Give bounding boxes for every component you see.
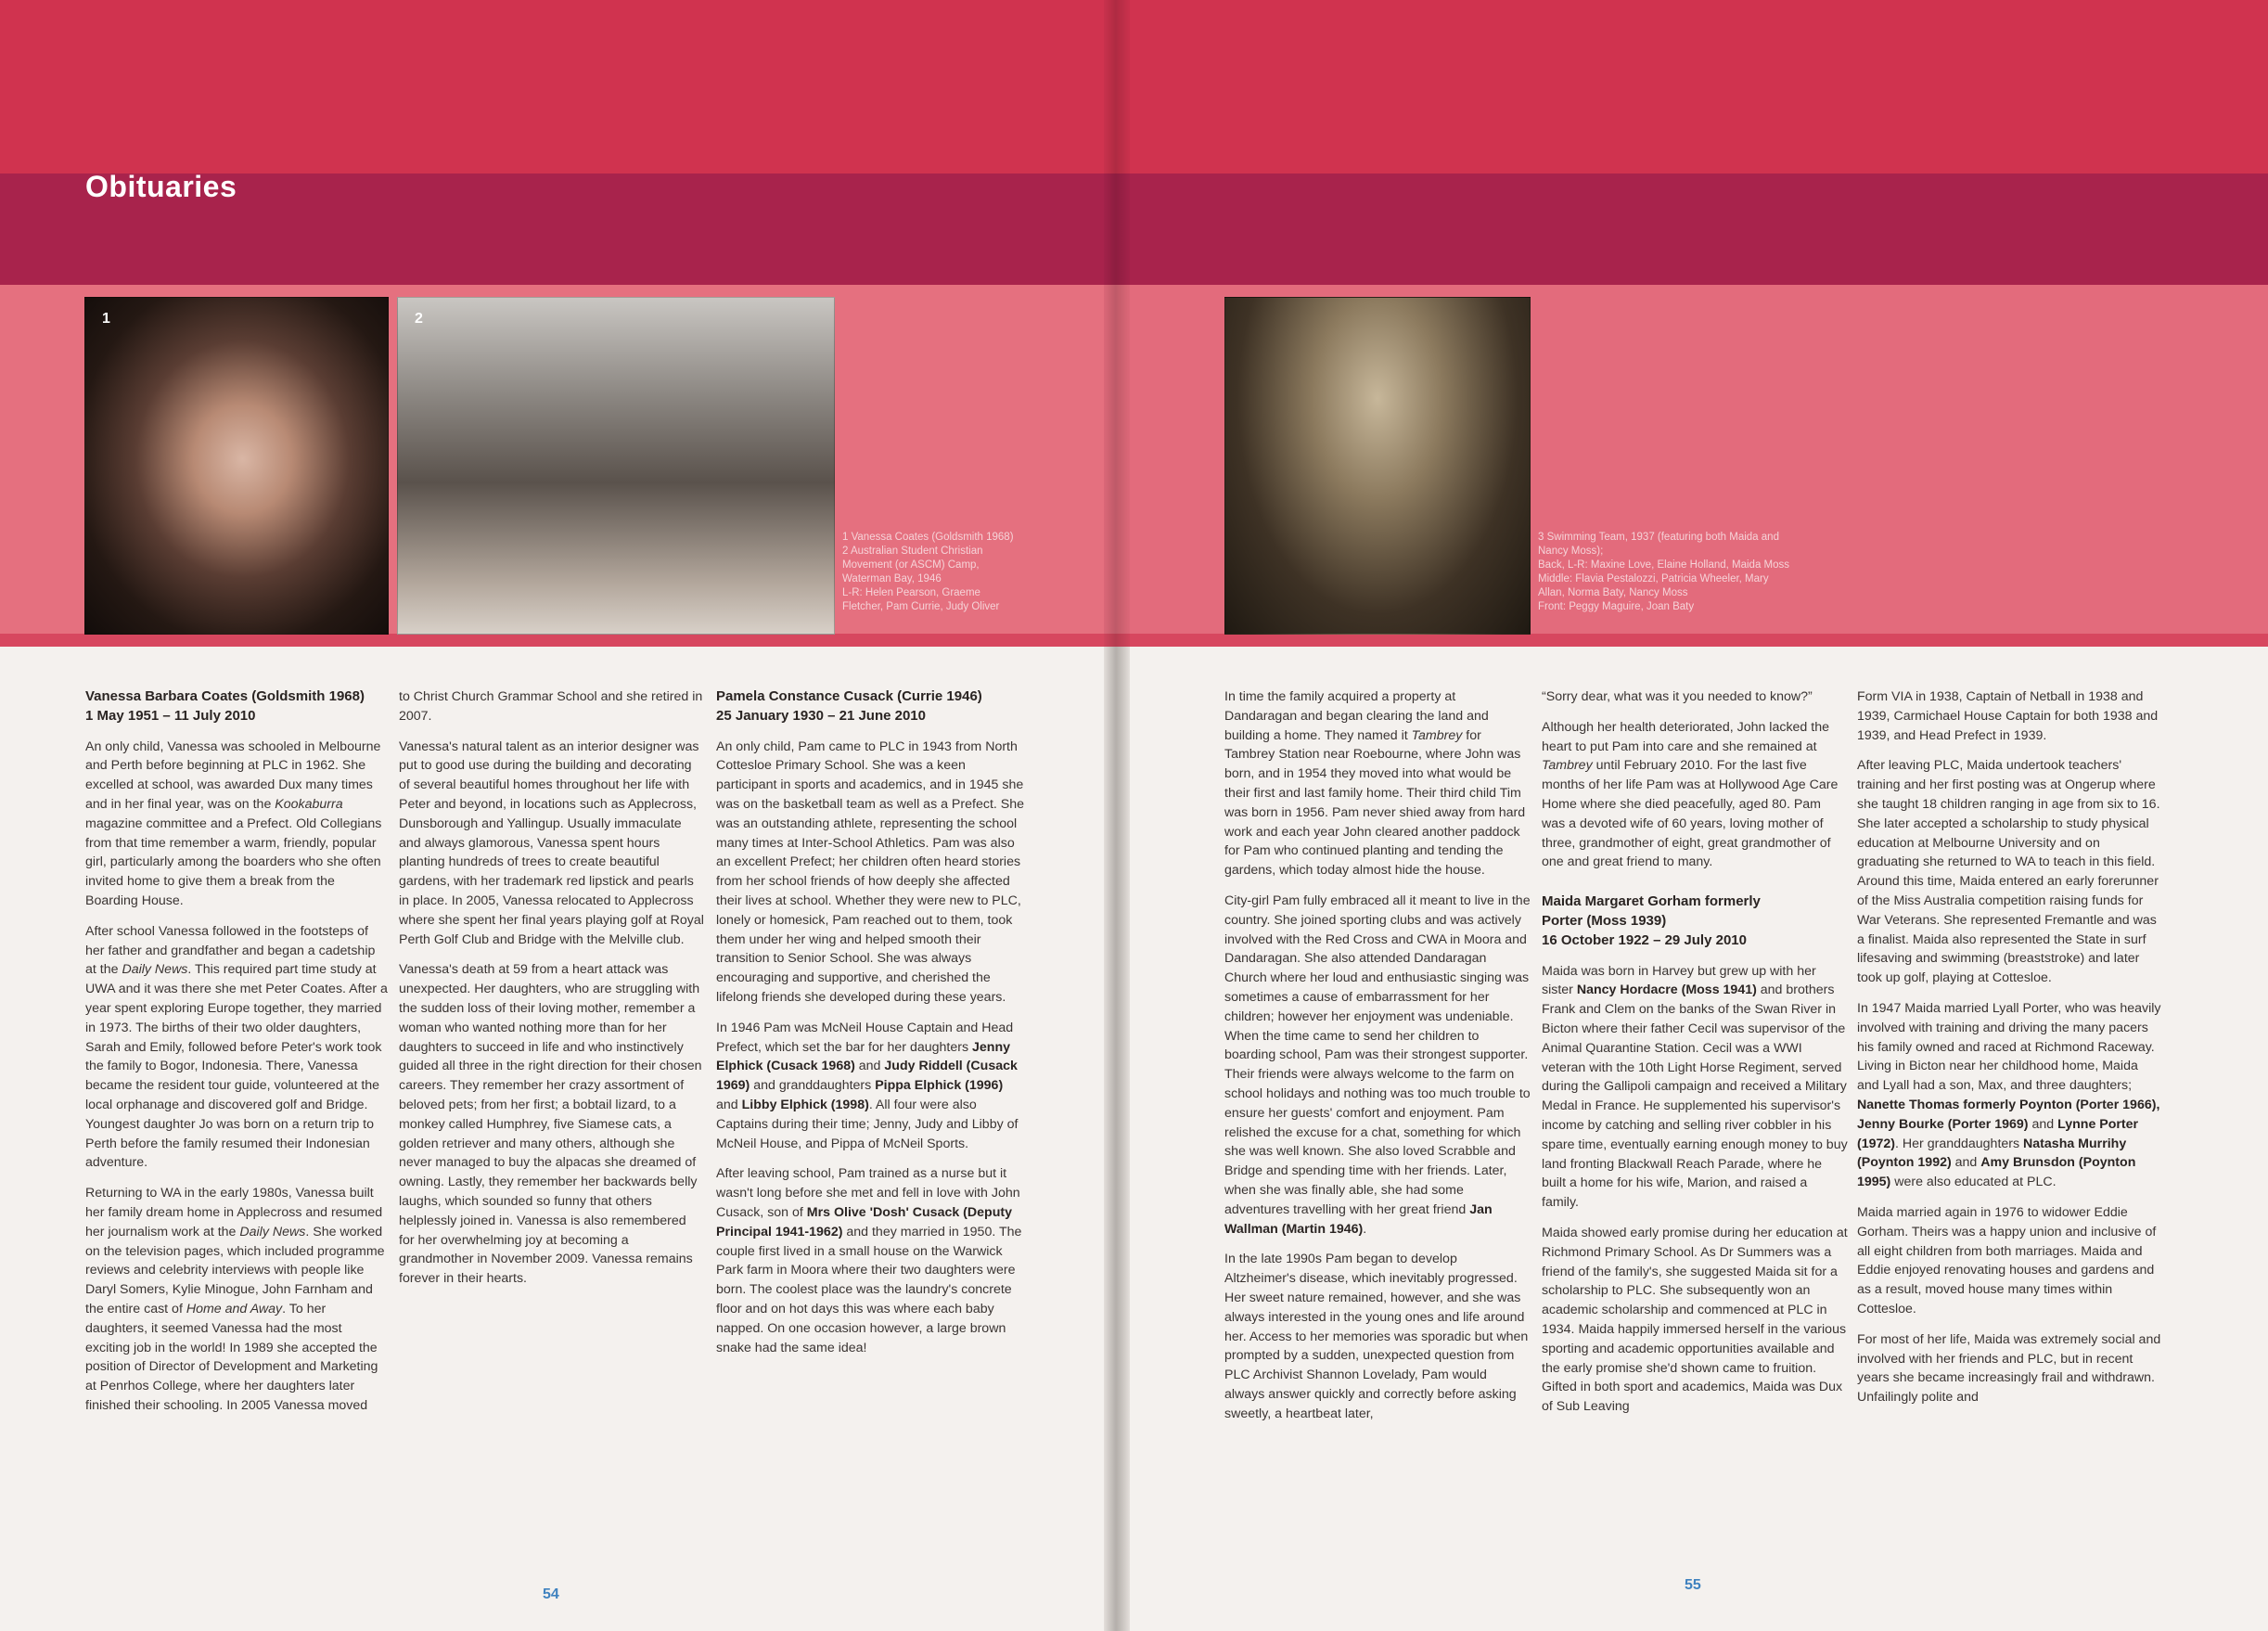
text-column-4: [1224, 687, 1531, 1434]
bold-name: Jan Wallman (Martin 1946): [1224, 1201, 1493, 1237]
photo-ascm-camp: [397, 297, 835, 635]
photo-band-edge: [0, 634, 2268, 647]
caption-line: Fletcher, Pam Currie, Judy Oliver: [842, 601, 1000, 612]
obituary-name: Pamela Constance Cusack (Currie 1946): [716, 688, 982, 704]
text-run: and: [854, 1059, 885, 1074]
paragraph: [716, 1019, 1024, 1154]
text-run: . To her daughters, it seemed Vanessa had the most exciting job in the world! In 1989 she accepted the position of Director of Development and Marketing at Penrhos College, where her daughters later finished their schooling. In 2005 Vanessa moved: [85, 1301, 378, 1413]
header-band-title: [0, 173, 2268, 285]
paragraph: Vanessa's natural talent as an interior designer was put to good use during the building and decorating of several beautiful homes throughout her life with Peter and beyond, in locations such as Applecross, Dunsborough and Yallingup. Usually immaculate and always glamorous, Vanessa spent hours planting hundreds of trees to create beautiful gardens, with her trademark red lipstick and pearls in place. In 2005, Vanessa relocated to Applecross where she spent her final years playing golf at Royal Perth Golf Club and Bridge with the Melville club.: [399, 738, 704, 947]
photo-vanessa-portrait: [84, 297, 389, 635]
paragraph: [1224, 687, 1531, 880]
bold-name: Amy Brunsdon (Poynton 1995): [1857, 1155, 2136, 1190]
text-run: were also educated at PLC.: [1890, 1175, 2057, 1190]
text-run: Returning to WA in the early 1980s, Vanessa built her family dream home in Applecross and resumed her journalism work at the: [85, 1186, 383, 1239]
text-run: and: [1951, 1155, 1981, 1171]
paragraph: In the late 1990s Pam began to develop Altzheimer's disease, which inevitably progressed. Her sweet nature remained, however, and she was always interested in the young ones and life around her. Access to her memories was sporadic but when prompted by a sudden, unexpected question from PLC Archivist Shannon Lovelady, Pam would always answer quickly and correctly before asking sweetly, a heartbeat later,: [1224, 1252, 1529, 1421]
page-number-right: 55: [1685, 1577, 1701, 1593]
bold-name: Libby Elphick (1998): [741, 1097, 869, 1112]
caption-line: 1 Vanessa Coates (Goldsmith 1968): [842, 532, 1014, 543]
text-run: and granddaughters: [750, 1078, 876, 1094]
italic-title: Daily News: [122, 962, 188, 978]
paragraph: [716, 1164, 1024, 1357]
text-run: .: [1363, 1221, 1367, 1237]
text-run: In 1946 Pam was McNeil House Captain and Head Prefect, which set the bar for her daughters: [716, 1020, 1014, 1055]
paragraph: [85, 922, 390, 1173]
obituary-dates: 16 October 1922 – 29 July 2010: [1542, 931, 1747, 948]
obituary-heading: [1542, 893, 1848, 950]
text-run: In time the family acquired a property at Dandaragan and began clearing the land and building a home. They named it: [1224, 689, 1489, 743]
paragraph: “Sorry dear, what was it you needed to know?”: [1542, 689, 1813, 704]
paragraph: After leaving PLC, Maida undertook teachers' training and her first posting was at Ongerup where she taught 18 children ranging in age from six to 16. She later accepted a scholarship to study physical education at Melbourne University and on graduating she returned to WA to teach in this field. Around this time, Maida entered an early forerunner of the Miss Australia competition raising funds for War Veterans. She represented Fremantle and was a finalist. Maida also represented the State in surf lifesaving and swimming (breaststroke) and later took up golf, playing at Cottesloe.: [1857, 758, 2160, 986]
bold-name: Nanette Thomas formerly Poynton (Porter 1966), Jenny Bourke (Porter 1969): [1857, 1097, 2160, 1132]
text-run: After leaving school, Pam trained as a nurse but it wasn't long before she met and fell in love with John Cusack, son of: [716, 1166, 1020, 1220]
photo-number: 1: [102, 311, 110, 327]
obituary-dates: 1 May 1951 – 11 July 2010: [85, 707, 256, 724]
paragraph: [1224, 892, 1531, 1239]
text-run: City-girl Pam fully embraced all it meant to live in the country. She joined sporting clubs and was actively involved with the Red Cross and CWA in Moora and Dandaragan. She also attended Dandaragan Church where her loud and enthusiastic singing was sometimes a cause of embarrassment for her children; however her enjoyment was undeniable. When the time came to send her children to boarding school, Pam was their strongest supporter. Their friends were always welcome to the farm on school holidays and nothing was too much trouble to ensure her guests' comfort and enjoyment. Pam relished the excuse for a chat, something for which she was well known. She also loved Scrabble and Bridge and spending time with her friends. Later, when she was finally able, she had some adventures travelling with her great friend: [1224, 893, 1531, 1217]
obituary-heading: [85, 687, 390, 726]
text-run: and: [2028, 1116, 2058, 1132]
caption-line: Nancy Moss);: [1538, 546, 1604, 557]
text-column-1: [85, 687, 390, 1427]
bold-name: Judy Riddell (Cusack 1969): [716, 1059, 1018, 1094]
bold-name: Natasha Murrihy (Poynton 1992): [1857, 1136, 2127, 1171]
paragraph: to Christ Church Grammar School and she retired in 2007.: [399, 689, 703, 724]
paragraph: [85, 738, 390, 911]
caption-line: Waterman Bay, 1946: [842, 573, 942, 584]
text-run: . Her granddaughters: [1895, 1136, 2024, 1151]
text-column-5: [1542, 687, 1848, 1428]
section-title: Obituaries: [85, 170, 237, 203]
italic-title: Tambrey: [1542, 758, 1593, 774]
text-column-2: [399, 687, 705, 1300]
paragraph: An only child, Pam came to PLC in 1943 from North Cottesloe Primary School. She was a keen participant in sports and academics, and in 1945 she was on the basketball team as well as a Prefect. She was an outstanding athlete, representing the school many times at Inter-School Athletics. Pam was also an excellent Prefect; her children often heard stories from her school friends of how deeply she affected their lives at school. Whether they were new to PLC, lonely or homesick, Pam reached out to them, took them under her wing and helped smooth their transition to Senior School. She was always encouraging and supportive, and cherished the lifelong friends she developed during these years.: [716, 738, 1025, 1005]
caption-line: 2 Australian Student Christian: [842, 546, 983, 557]
text-run: After school Vanessa followed in the footsteps of her father and grandfather and began a cadetship at the: [85, 923, 376, 978]
photo-swimming-team: [1224, 297, 1531, 635]
header-band-top: [0, 0, 2268, 173]
text-run: In 1947 Maida married Lyall Porter, who was heavily involved with training and driving the many pacers his family owned and raced at Richmond Raceway. Living in Bicton near her childhood home, Maida and Lyall had a son, Max, and three daughters;: [1857, 1000, 2161, 1094]
italic-title: Daily News: [239, 1224, 306, 1239]
bold-name: Nancy Hordacre (Moss 1941): [1576, 982, 1757, 998]
obituary-name: Vanessa Barbara Coates (Goldsmith 1968): [85, 688, 365, 704]
paragraph: Maida showed early promise during her education at Richmond Primary School. As Dr Summers was a friend of the family's, she suggested Maida sit for a scholarship to PLC. She subsequently won an academic scholarship and commenced at PLC in 1934. Maida happily immersed herself in the various sporting and academic opportunities available and the early promise she'd shown came to fruition. Gifted in both sport and academics, Maida was Dux of Sub Leaving: [1542, 1225, 1848, 1415]
paragraph: Form VIA in 1938, Captain of Netball in 1938 and 1939, Carmichael House Captain for both 1938 and 1939, and Head Prefect in 1939.: [1857, 689, 2159, 743]
text-run: and: [716, 1097, 742, 1112]
obituary-name: Porter (Moss 1939): [1542, 912, 1667, 929]
paragraph: [1542, 718, 1848, 872]
text-run: An only child, Vanessa was schooled in Melbourne and Perth before beginning at PLC in 1962. She excelled at school, was awarded Dux many times and in her final year, was on the: [85, 738, 381, 812]
caption-line: Back, L-R: Maxine Love, Elaine Holland, Maida Moss: [1538, 559, 1790, 571]
text-run: magazine committee and a Prefect. Old Collegians from that time remember a warm, friendly, popular girl, particularly among the boarders who she often invited home to give them a break from the Boarding House.: [85, 816, 382, 908]
text-run: . This required part time study at UWA and it was there she met Peter Coates. After a year spent exploring Europe together, they married in 1973. The births of their two older daughters, Sarah and Emily, followed before Peter's work took the family to Bogor, Indonesia. There, Vanessa became the resident tour guide, volunteered at the local orphanage and discovered golf and Bridge. Youngest daughter Jo was born on a return trip to Perth before the family resumed their Indonesian adventure.: [85, 962, 388, 1171]
text-run: until February 2010. For the last five months of her life Pam was at Hollywood Age Care Home where she died peacefully, aged 80. Pam was a devoted wife of 60 years, loving mother of three, grandmother of eight, great grandmother of one and great friend to many.: [1542, 758, 1839, 870]
text-column-3: [716, 687, 1024, 1368]
italic-title: Home and Away: [186, 1301, 283, 1316]
italic-title: Tambrey: [1411, 727, 1463, 743]
text-run: . All four were also Captains during their time; Jenny, Judy and Libby of McNeil House, and Pippa of McNeil Sports.: [716, 1097, 1019, 1151]
paragraph: For most of her life, Maida was extremely social and involved with her friends and PLC, but in recent years she became increasingly frail and withdrawn. Unfailingly polite and: [1857, 1331, 2161, 1406]
caption-line: Front: Peggy Maguire, Joan Baty: [1538, 601, 1695, 612]
bold-name: Pippa Elphick (1996): [875, 1078, 1004, 1094]
caption-line: 3 Swimming Team, 1937 (featuring both Maida and: [1538, 532, 1779, 543]
paragraph: [1857, 999, 2163, 1192]
obituary-heading: [716, 687, 1024, 726]
caption-line: Movement (or ASCM) Camp,: [842, 559, 980, 571]
text-run: . She worked on the television pages, which included programme reviews and celebrity interviews with people like Daryl Somers, Kylie Minogue, John Farnham and the entire cast of: [85, 1224, 385, 1316]
text-run: Maida was born in Harvey but grew up with her sister: [1542, 963, 1816, 998]
text-run: for Tambrey Station near Roebourne, where John was born, and in 1954 they moved into what would be their first and last family home. Their third child Tim was born in 1956. Pam never shied away from hard work and each year John cleared another paddock for Pam who continued planting and tending the gardens, which today almost hide the house.: [1224, 727, 1526, 879]
photo-number: 2: [415, 311, 423, 327]
italic-title: Kookaburra: [275, 796, 343, 812]
page-number-left: 54: [543, 1586, 559, 1602]
text-column-6: [1857, 687, 2163, 1419]
text-run: and brothers Frank and Clem on the banks of the Swan River in Bicton where their father Cecil was supervisor of the Animal Quarantine Station. Cecil was a WWI veteran with the 10th Light Horse Regiment, served during the Gallipoli campaign and received a Military Medal in France. He supplemented his supervisor's income by catching and selling river cobbler in his spare time, eventually earning enough money to buy land fronting Blackwall Reach Parade, where he built a home for his wife, Marion, and raised a family.: [1542, 982, 1848, 1211]
paragraph: Maida married again in 1976 to widower Eddie Gorham. Theirs was a happy union and inclusive of all eight children from both marriages. Maida and Eddie enjoyed renovating houses and gardens and as a result, moved house many times within Cottesloe.: [1857, 1204, 2157, 1316]
paragraph: Vanessa's death at 59 from a heart attack was unexpected. Her daughters, who are struggling with the sudden loss of their loving mother, remember a woman who wanted nothing more than for her daughters to succeed in life and who instinctively guided all three in the right direction for their chosen careers. They remember her crazy assortment of beloved pets; from her first; a bobtail lizard, to a monkey called Humphrey, five Siamese cats, a golden retriever and many others, although she never managed to buy the alpacas she dreamed of owning. Lastly, they remember her backwards belly laughs, which sounded so funny that others helplessly joined in. Vanessa is also remembered for her overwhelming joy at becoming a grandmother in November 2009. Vanessa remains forever in their hearts.: [399, 962, 702, 1287]
obituary-dates: 25 January 1930 – 21 June 2010: [716, 707, 926, 724]
caption-line: Middle: Flavia Pestalozzi, Patricia Wheeler, Mary: [1538, 573, 1769, 584]
photo-caption-right: [1538, 531, 1872, 614]
paragraph: [85, 1184, 390, 1416]
photo-caption-left: [842, 531, 1074, 614]
text-run: and they married in 1950. The couple first lived in a small house on the Warwick Park farm in Moora where their two daughters were born. The coolest place was the laundry's concrete floor and on hot days this was where each baby napped. On one occasion however, a large brown snake had the same idea!: [716, 1224, 1022, 1355]
page-gutter: [1104, 0, 1130, 1631]
paragraph: [1542, 962, 1848, 1213]
bold-name: Lynne Porter (1972): [1857, 1116, 2139, 1151]
caption-line: L-R: Helen Pearson, Graeme: [842, 587, 980, 598]
bold-name: Jenny Elphick (Cusack 1968): [716, 1039, 1011, 1074]
obituary-name: Maida Margaret Gorham formerly: [1542, 893, 1761, 910]
caption-line: Allan, Norma Baty, Nancy Moss: [1538, 587, 1688, 598]
bold-name: Mrs Olive 'Dosh' Cusack (Deputy Principal 1941-1962): [716, 1204, 1012, 1239]
text-run: Although her health deteriorated, John lacked the heart to put Pam into care and she remained at: [1542, 719, 1829, 754]
